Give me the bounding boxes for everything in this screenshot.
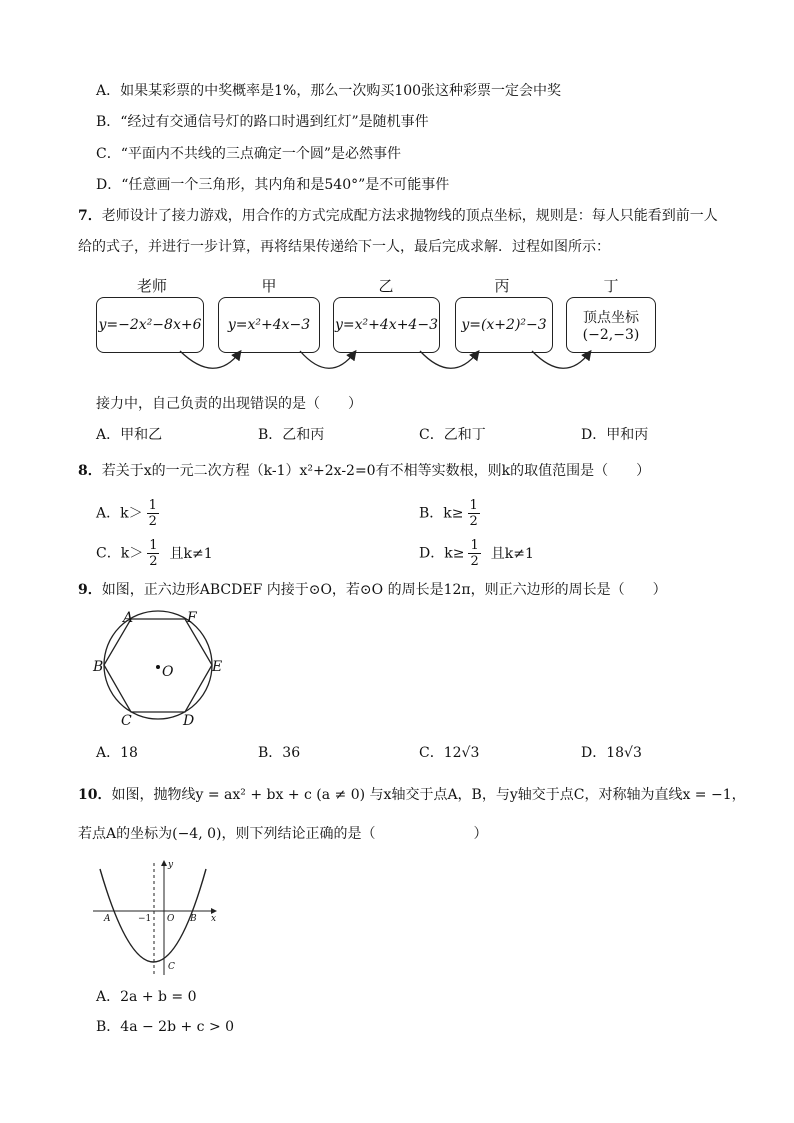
q9-text: 如图，正六边形ABCDEF 内接于⊙O，若⊙O 的周长是12π，则正六边形的周长是（ ） bbox=[101, 582, 667, 598]
arrow-1 bbox=[180, 351, 240, 368]
vertex-e: E bbox=[212, 659, 223, 675]
q10-text1: 如图，抛物线y = ax² + bx + c (a ≠ 0) 与x轴交于点A，B，与y轴交于点C，对称轴为直线x = −1， bbox=[111, 787, 746, 803]
arrow-4 bbox=[532, 351, 590, 368]
q8-option-c-extra: 且k≠1 bbox=[169, 545, 213, 562]
person-teacher: 老师 bbox=[136, 277, 167, 295]
parabola-graph bbox=[88, 855, 228, 980]
q7-stem-line2: 给的式子，并进行一步计算，再将结果传递给下一人，最后完成求解．过程如图所示： bbox=[78, 239, 610, 255]
q8-option-b bbox=[419, 498, 484, 529]
vertex-f: F bbox=[187, 610, 197, 626]
q9-option-c: C．12√3 bbox=[419, 745, 480, 761]
q7-number: 7． bbox=[78, 208, 102, 224]
q8-number: 8． bbox=[78, 463, 102, 479]
fraction-half: $\frac{1}{2}$ bbox=[149, 538, 158, 569]
q6-option-b: B．“经过有交通信号灯的路口时遇到红灯”是随机事件 bbox=[96, 114, 429, 130]
expr-box-yi: y=x²+4x+4−3 bbox=[333, 297, 440, 353]
q10-option-a: A．2a + b = 0 bbox=[96, 989, 197, 1005]
arrow-2 bbox=[300, 351, 355, 368]
person-yi: 乙 bbox=[378, 277, 394, 295]
q9-number: 9． bbox=[78, 582, 102, 598]
person-bing: 丙 bbox=[494, 277, 510, 295]
vertex-a: A bbox=[123, 610, 134, 626]
expr-box-jia: y=x²+4x−3 bbox=[218, 297, 320, 353]
q7-option-b: B．乙和丙 bbox=[258, 427, 325, 443]
center-point bbox=[156, 665, 160, 669]
q7-text1: 老师设计了接力游戏，用合作的方式完成配方法求抛物线的顶点坐标，规则是：每人只能看到前一人 bbox=[101, 208, 718, 224]
q7-option-c: C．乙和丁 bbox=[419, 427, 486, 443]
q7-option-d: D．甲和丙 bbox=[581, 427, 649, 443]
vertex-c: C bbox=[121, 713, 132, 729]
center-o: O bbox=[162, 664, 174, 680]
q10-number: 10． bbox=[78, 787, 112, 803]
person-ding: 丁 bbox=[603, 277, 619, 295]
person-jia: 甲 bbox=[261, 277, 277, 295]
q9-option-a: A．18 bbox=[96, 745, 138, 761]
q10-stem-line1 bbox=[78, 785, 746, 805]
q6-option-c: C．“平面内不共线的三点确定一个圆”是必然事件 bbox=[96, 146, 402, 162]
q7-option-a: A．甲和乙 bbox=[96, 427, 163, 443]
q8-stem bbox=[78, 461, 650, 481]
q9-option-d: D．18√3 bbox=[581, 745, 642, 761]
q10-stem-line2: 若点A的坐标为(−4, 0)，则下列结论正确的是（ ） bbox=[78, 826, 488, 842]
vertex-value: (−2,−3) bbox=[582, 327, 640, 343]
q10-option-b: B．4a − 2b + c > 0 bbox=[96, 1019, 235, 1035]
relay-arrows bbox=[0, 0, 794, 400]
fraction-half: $\frac{1}{2}$ bbox=[469, 498, 478, 529]
q9-stem bbox=[78, 580, 667, 600]
q8-option-d-text: D．k≥ bbox=[419, 545, 465, 562]
x-axis-label: x bbox=[211, 914, 217, 924]
vertex-b: B bbox=[93, 659, 104, 675]
tick-minus-one: −1 bbox=[138, 914, 152, 924]
vertex-label: 顶点坐标 bbox=[583, 310, 639, 326]
q8-option-a-text: A．k＞ bbox=[96, 505, 143, 522]
vertex-d: D bbox=[183, 713, 195, 729]
fraction-half: $\frac{1}{2}$ bbox=[148, 498, 157, 529]
origin-label: O bbox=[167, 914, 175, 924]
q8-option-c bbox=[96, 538, 213, 569]
q8-option-d-extra: 且k≠1 bbox=[490, 545, 534, 562]
q7-question: 接力中，自己负责的出现错误的是（ ） bbox=[96, 396, 362, 412]
q8-option-d bbox=[419, 538, 534, 569]
y-axis-label: y bbox=[168, 860, 174, 870]
expr-box-teacher: y=−2x²−8x+6 bbox=[96, 297, 204, 353]
fraction-half: $\frac{1}{2}$ bbox=[470, 538, 479, 569]
point-b-label: B bbox=[190, 914, 197, 924]
q6-option-a: A．如果某彩票的中奖概率是1%，那么一次购买100张这种彩票一定会中奖 bbox=[96, 83, 562, 99]
point-a-label: A bbox=[104, 914, 111, 924]
q9-option-b: B．36 bbox=[258, 745, 301, 761]
point-c-label: C bbox=[168, 962, 175, 972]
hexagon-diagram bbox=[90, 608, 230, 733]
q8-text: 若关于x的一元二次方程（k-1）x²+2x-2=0有不相等实数根，则k的取值范围是（ ） bbox=[101, 463, 651, 479]
arrow-3 bbox=[420, 351, 478, 368]
q6-option-d: D．“任意画一个三角形，其内角和是540°”是不可能事件 bbox=[96, 177, 450, 193]
q8-option-a bbox=[96, 498, 163, 529]
q8-option-b-text: B．k≥ bbox=[419, 505, 464, 522]
expr-box-bing: y=(x+2)²−3 bbox=[455, 297, 553, 353]
q8-option-c-text: C．k＞ bbox=[96, 545, 144, 562]
